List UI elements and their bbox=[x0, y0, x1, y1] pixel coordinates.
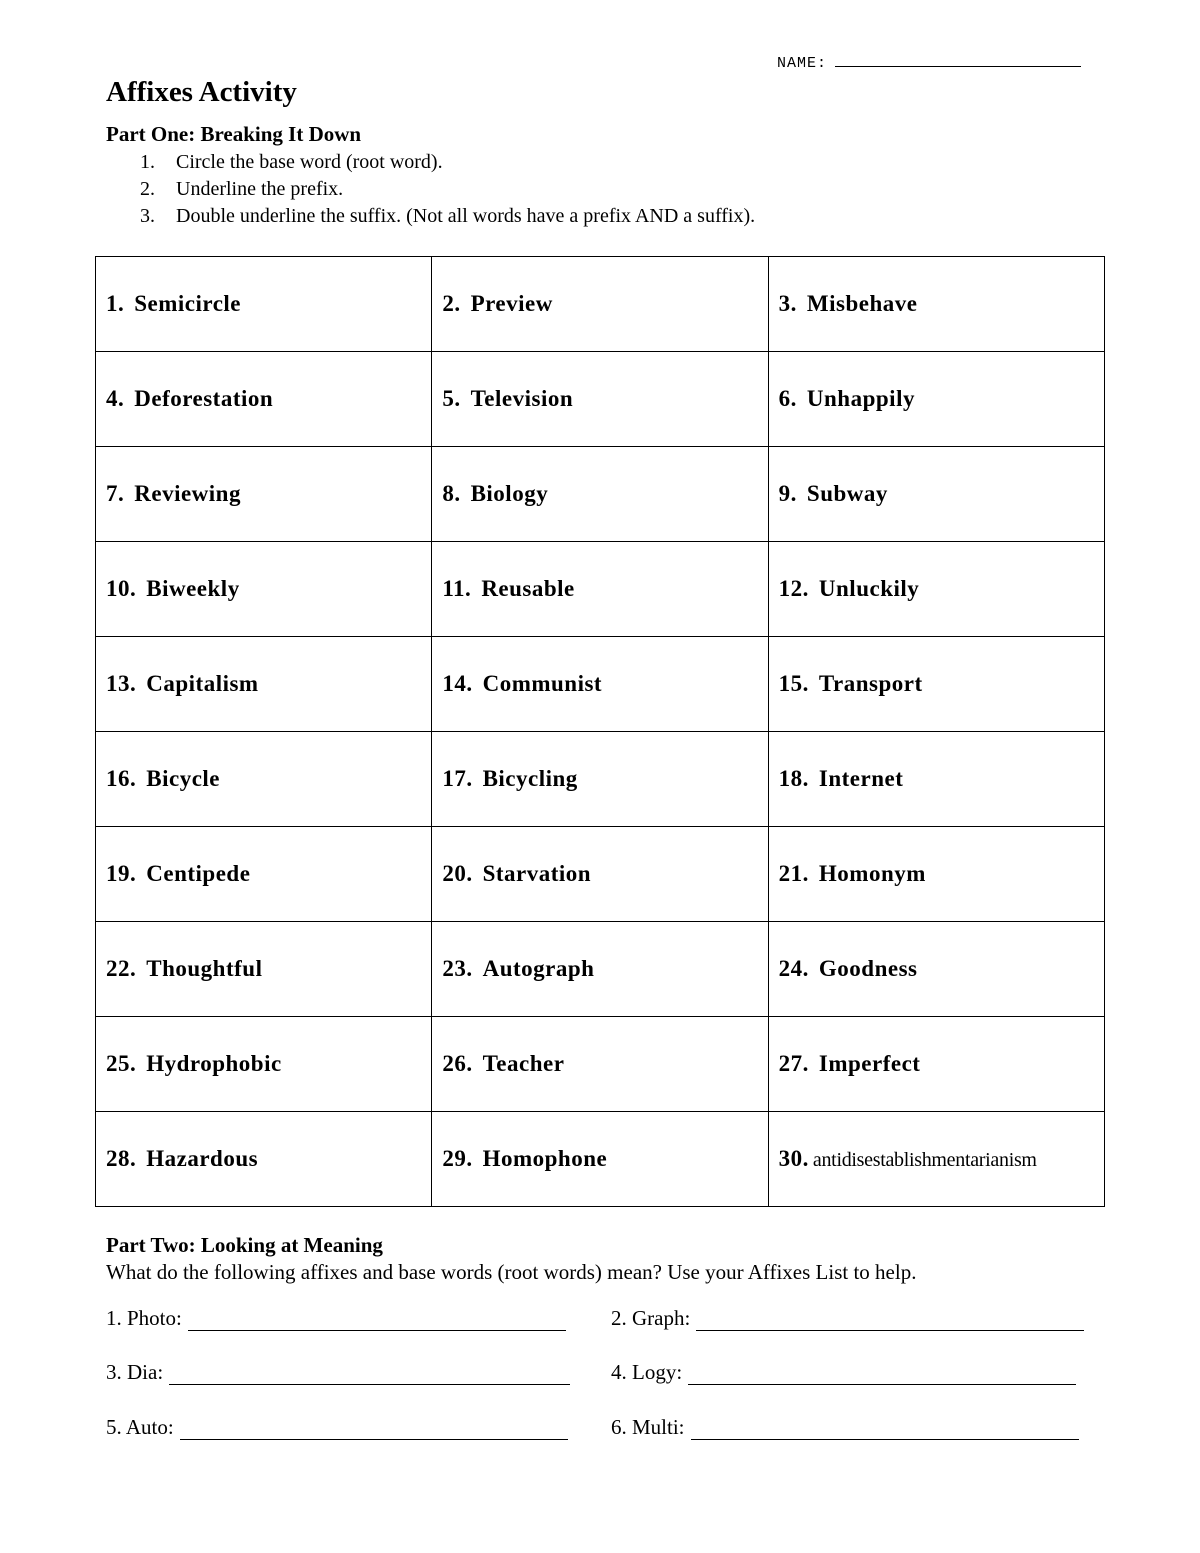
word-row bbox=[96, 542, 1105, 637]
word-text: Biology bbox=[470, 481, 549, 506]
word-row bbox=[96, 1112, 1105, 1207]
word-text: Goodness bbox=[818, 956, 918, 981]
word-number: 7. bbox=[106, 481, 125, 506]
word-number: 19. bbox=[106, 861, 137, 886]
word-number: 13. bbox=[106, 671, 137, 696]
word-text: Reusable bbox=[481, 576, 575, 601]
name-blank-line[interactable] bbox=[835, 54, 1081, 67]
word-number: 23. bbox=[442, 956, 473, 981]
part-two-heading: Part Two: Looking at Meaning bbox=[106, 1233, 383, 1257]
word-cell[interactable] bbox=[768, 1017, 1104, 1112]
word-text: Homonym bbox=[818, 861, 926, 886]
name-label: NAME: bbox=[777, 55, 828, 72]
word-text: Unluckily bbox=[818, 576, 920, 601]
word-text: Television bbox=[470, 386, 574, 411]
word-text: antidisestablishmentarianism bbox=[812, 1149, 1037, 1171]
word-row bbox=[96, 732, 1105, 827]
word-text: Hydrophobic bbox=[146, 1051, 282, 1076]
word-number: 25. bbox=[106, 1051, 137, 1076]
word-cell[interactable] bbox=[96, 637, 432, 732]
word-row bbox=[96, 1017, 1105, 1112]
instruction-number: 2. bbox=[140, 178, 155, 200]
word-cell[interactable] bbox=[768, 447, 1104, 542]
word-grid bbox=[95, 256, 1105, 1207]
part-one-heading: Part One: Breaking It Down bbox=[106, 122, 362, 146]
word-number: 9. bbox=[778, 481, 797, 506]
answer-line[interactable] bbox=[180, 1419, 568, 1440]
instruction-number: 3. bbox=[140, 205, 155, 227]
word-text: Autograph bbox=[482, 956, 595, 981]
word-cell[interactable] bbox=[96, 257, 432, 352]
word-number: 15. bbox=[778, 671, 809, 696]
word-cell[interactable] bbox=[768, 257, 1104, 352]
instruction-item bbox=[106, 149, 755, 176]
word-cell[interactable] bbox=[96, 352, 432, 447]
word-cell[interactable] bbox=[432, 257, 768, 352]
meaning-label: 5. Auto: bbox=[106, 1415, 174, 1439]
word-cell[interactable] bbox=[768, 732, 1104, 827]
word-number: 8. bbox=[442, 481, 461, 506]
word-row bbox=[96, 922, 1105, 1017]
word-number: 3. bbox=[778, 291, 797, 316]
word-number: 1. bbox=[106, 291, 125, 316]
word-number: 30. bbox=[778, 1146, 809, 1171]
word-cell[interactable] bbox=[96, 542, 432, 637]
word-number: 10. bbox=[106, 576, 137, 601]
word-number: 11. bbox=[442, 576, 472, 601]
word-cell[interactable] bbox=[96, 827, 432, 922]
word-text: Hazardous bbox=[146, 1146, 259, 1171]
instruction-item bbox=[106, 176, 755, 203]
word-row bbox=[96, 447, 1105, 542]
word-cell[interactable] bbox=[432, 1017, 768, 1112]
word-text: Unhappily bbox=[806, 386, 915, 411]
instruction-item bbox=[106, 203, 755, 230]
meaning-label: 1. Photo: bbox=[106, 1306, 182, 1330]
word-text: Capitalism bbox=[146, 671, 259, 696]
meaning-item bbox=[106, 1360, 570, 1385]
word-number: 18. bbox=[778, 766, 809, 791]
meaning-label: 4. Logy: bbox=[611, 1360, 683, 1384]
word-cell[interactable] bbox=[432, 447, 768, 542]
meaning-label: 6. Multi: bbox=[611, 1415, 685, 1439]
word-cell[interactable] bbox=[768, 352, 1104, 447]
word-row bbox=[96, 637, 1105, 732]
word-text: Imperfect bbox=[818, 1051, 921, 1076]
word-cell[interactable] bbox=[96, 732, 432, 827]
word-text: Transport bbox=[818, 671, 923, 696]
word-row bbox=[96, 827, 1105, 922]
instruction-number: 1. bbox=[140, 151, 155, 173]
word-cell[interactable] bbox=[432, 542, 768, 637]
word-cell[interactable] bbox=[768, 542, 1104, 637]
word-cell[interactable] bbox=[768, 637, 1104, 732]
instruction-text: Circle the base word (root word). bbox=[176, 151, 443, 173]
word-cell[interactable] bbox=[432, 732, 768, 827]
word-number: 28. bbox=[106, 1146, 137, 1171]
answer-line[interactable] bbox=[188, 1310, 566, 1331]
page-title: Affixes Activity bbox=[106, 76, 297, 108]
word-text: Homophone bbox=[482, 1146, 608, 1171]
answer-line[interactable] bbox=[691, 1419, 1079, 1440]
word-row bbox=[96, 257, 1105, 352]
meaning-item bbox=[106, 1415, 568, 1440]
word-text: Semicircle bbox=[134, 291, 241, 316]
word-cell[interactable] bbox=[432, 922, 768, 1017]
word-text: Biweekly bbox=[146, 576, 240, 601]
word-text: Bicycling bbox=[482, 766, 578, 791]
meaning-label: 3. Dia: bbox=[106, 1360, 164, 1384]
word-number: 6. bbox=[778, 386, 797, 411]
word-cell[interactable] bbox=[96, 1017, 432, 1112]
word-number: 12. bbox=[778, 576, 809, 601]
word-text: Thoughtful bbox=[146, 956, 263, 981]
word-cell[interactable] bbox=[96, 1112, 432, 1207]
word-text: Bicycle bbox=[146, 766, 220, 791]
word-text: Communist bbox=[482, 671, 603, 696]
word-text: Centipede bbox=[146, 861, 251, 886]
answer-line[interactable] bbox=[696, 1310, 1084, 1331]
meaning-item bbox=[106, 1306, 566, 1331]
instructions-list bbox=[106, 149, 755, 230]
word-number: 5. bbox=[442, 386, 461, 411]
answer-line[interactable] bbox=[688, 1364, 1076, 1385]
word-number: 20. bbox=[442, 861, 473, 886]
word-cell[interactable] bbox=[96, 447, 432, 542]
word-number: 22. bbox=[106, 956, 137, 981]
answer-line[interactable] bbox=[169, 1364, 570, 1385]
word-text: Starvation bbox=[482, 861, 592, 886]
word-number: 16. bbox=[106, 766, 137, 791]
word-text: Reviewing bbox=[134, 481, 241, 506]
word-text: Deforestation bbox=[134, 386, 274, 411]
word-text: Misbehave bbox=[806, 291, 918, 316]
word-number: 21. bbox=[778, 861, 809, 886]
word-number: 14. bbox=[442, 671, 473, 696]
word-cell[interactable] bbox=[768, 1112, 1104, 1207]
word-cell[interactable] bbox=[432, 1112, 768, 1207]
word-number: 24. bbox=[778, 956, 809, 981]
word-text: Subway bbox=[806, 481, 888, 506]
word-number: 2. bbox=[442, 291, 461, 316]
word-text: Preview bbox=[470, 291, 553, 316]
word-cell[interactable] bbox=[96, 922, 432, 1017]
part-two-description: What do the following affixes and base words (root words) mean? Use your Affixes List to help. bbox=[106, 1260, 917, 1284]
instruction-text: Underline the prefix. bbox=[176, 178, 344, 200]
meaning-label: 2. Graph: bbox=[611, 1306, 691, 1330]
word-number: 4. bbox=[106, 386, 125, 411]
word-number: 26. bbox=[442, 1051, 473, 1076]
meaning-item bbox=[611, 1415, 1079, 1440]
meaning-item bbox=[611, 1306, 1084, 1331]
name-field bbox=[777, 54, 1081, 72]
word-cell[interactable] bbox=[768, 922, 1104, 1017]
word-cell[interactable] bbox=[432, 827, 768, 922]
word-cell[interactable] bbox=[768, 827, 1104, 922]
word-number: 27. bbox=[778, 1051, 809, 1076]
word-row bbox=[96, 352, 1105, 447]
word-cell[interactable] bbox=[432, 352, 768, 447]
word-number: 29. bbox=[442, 1146, 473, 1171]
word-number: 17. bbox=[442, 766, 473, 791]
meaning-item bbox=[611, 1360, 1076, 1385]
word-text: Teacher bbox=[482, 1051, 565, 1076]
instruction-text: Double underline the suffix. (Not all words have a prefix AND a suffix). bbox=[176, 205, 756, 227]
word-cell[interactable] bbox=[432, 637, 768, 732]
word-text: Internet bbox=[818, 766, 904, 791]
